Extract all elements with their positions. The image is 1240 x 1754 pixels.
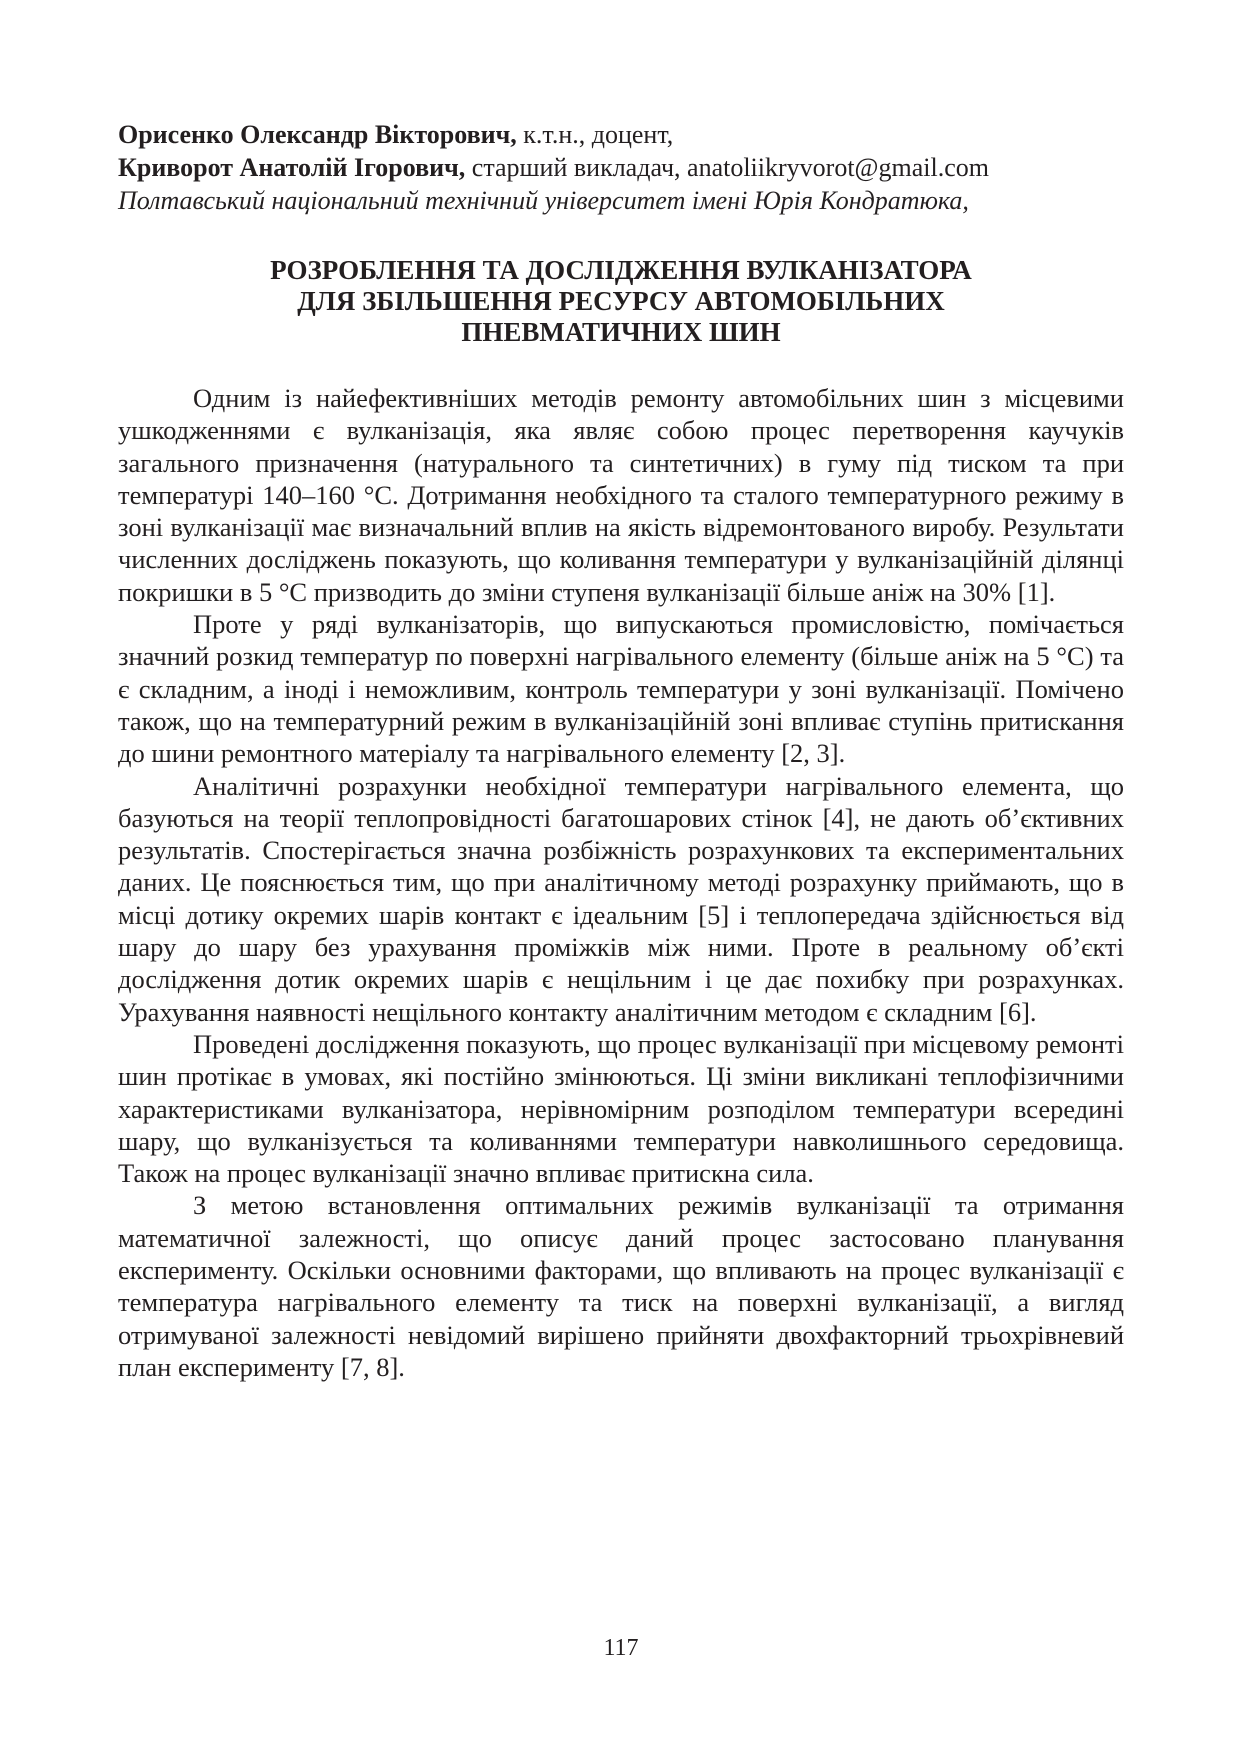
article-title — [118, 255, 1124, 348]
body-paragraph: Аналітичні розрахунки необхідної температури нагрівального елемента, що базуються на теорії теплопровідності багатошарових стінок [4], не дають об’єктивних результатів. Спостерігається значна розбіжність розрахункових та експериментальних даних. Це пояснюється тим, що при аналітичному методі розрахунку приймають, що в місці дотику окремих шарів контакт є ідеальним [5] і теплопередача здійснюється від шару до шару без урахування проміжків між ними. Проте в реальному об’єкті дослідження дотик окремих шарів є нещільним і це дає похибку при розрахунках. Урахування наявності нещільного контакту аналітичним методом є складним [6]. — [118, 770, 1124, 1027]
title-line: ПНЕВМАТИЧНИХ ШИН — [461, 317, 781, 347]
article-body — [118, 382, 1124, 1383]
body-paragraph: Одним із найефективніших методів ремонту автомобільних шин з місцевими ушкодженнями є вулканізація, яка являє собою процес перетворення каучуків загального призначення (натурального та синтетичних) в гуму під тиском та при температурі 140–160 °С. Дотримання необхідного та сталого температурного режиму в зоні вулканізації має визначальний вплив на якість відремонтованого виробу. Результати численних досліджень показують, що коливання температури у вулканізаційній ділянці покришки в 5 °С призводить до зміни ступеня вулканізації більше аніж на 30% [1]. — [118, 383, 1124, 607]
body-paragraph: Проте у ряді вулканізаторів, що випускаються промисловістю, помічається значний розкид температур по поверхні нагрівального елементу (більше аніж на 5 °С) та є складним, а іноді і неможливим, контроль температури у зоні вулканізації. Помічено також, що на температурний режим в вулканізаційній зоні впливає ступінь притискання до шини ремонтного матеріалу та нагрівального елементу [2, 3]. — [118, 609, 1124, 769]
document-page — [118, 0, 1124, 1754]
author-name: Орисенко Олександр Вікторович, — [118, 120, 517, 149]
author-line — [118, 118, 1124, 151]
title-line: РОЗРОБЛЕННЯ ТА ДОСЛІДЖЕННЯ ВУЛКАНІЗАТОРА — [270, 255, 972, 285]
author-name: Криворот Анатолій Ігорович, — [118, 153, 466, 182]
page-number: 117 — [603, 1635, 639, 1661]
author-details: к.т.н., доцент, — [516, 120, 674, 149]
author-details: старший викладач, anatoliikryvorot@gmail.com — [465, 153, 989, 182]
affiliation: Полтавський національний технічний університет імені Юрія Кондратюка, — [118, 186, 969, 215]
body-paragraph: Проведені дослідження показують, що процес вулканізації при місцевому ремонті шин протікає в умовах, які постійно змінюються. Ці зміни викликані теплофізичними характеристиками вулканізатора, нерівномірним розподілом температури всередині шару, що вулканізується та коливаннями температури навколишнього середовища. Також на процес вулканізації значно впливає притискна сила. — [118, 1028, 1124, 1189]
author-block — [118, 118, 1124, 217]
body-paragraph: З метою встановлення оптимальних режимів вулканізації та отримання математичної залежності, що описує даний процес застосовано планування експерименту. Оскільки основними факторами, що впливають на процес вулканізації є температура нагрівального елементу та тиск на поверхні вулканізації, а вигляд отримуваної залежності невідомий вирішено прийняти двохфакторний трьохрівневий план експерименту [7, 8]. — [118, 1190, 1124, 1382]
author-line — [118, 151, 1124, 184]
title-line: ДЛЯ ЗБІЛЬШЕННЯ РЕСУРСУ АВТОМОБІЛЬНИХ — [297, 286, 945, 316]
